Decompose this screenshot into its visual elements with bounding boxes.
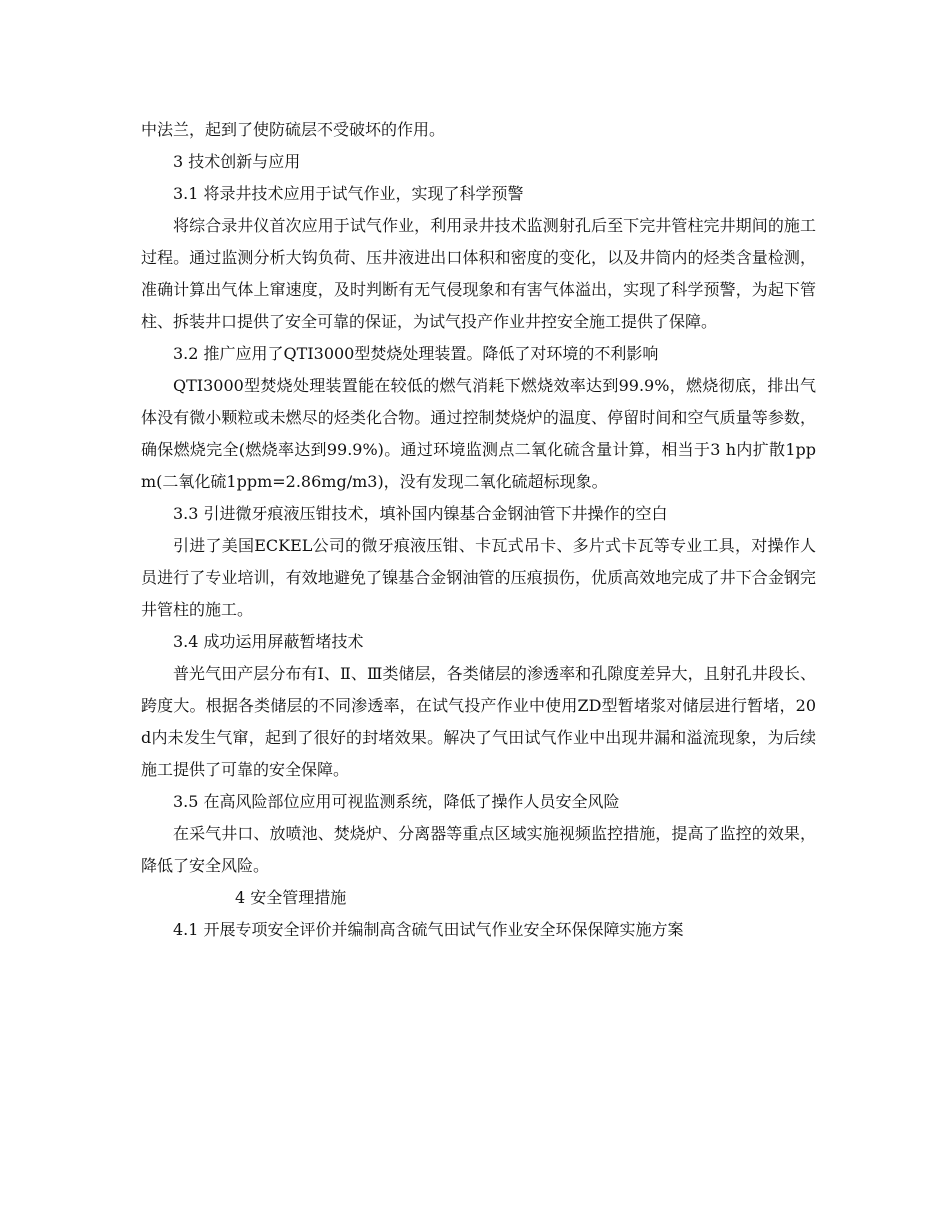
- paragraph-continuation: 中法兰，起到了使防硫层不受破坏的作用。: [141, 120, 446, 139]
- paragraph-3-1-body: 将综合录井仪首次应用于试气作业，利用录井技术监测射孔后至下完井管柱完井期间的施工过程。通过监测分析大钩负荷、压井液进出口体积和密度的变化，以及井筒内的烃类含量检测，准确计算出气体上窜速度，及时判断有无气侵现象和有害气体溢出，实现了科学预警，为起下管柱、拆装井口提供了安全可靠的保证，为试气投产作业井控安全施工提供了保障。: [141, 216, 816, 331]
- subsection-heading-3-3: 3.3 引进微牙痕液压钳技术，填补国内镍基合金钢油管下井操作的空白: [173, 504, 668, 523]
- paragraph-3-4-body: 普光气田产层分布有Ⅰ、Ⅱ、Ⅲ类储层，各类储层的渗透率和孔隙度差异大，且射孔井段长、跨度大。根据各类储层的不同渗透率，在试气投产作业中使用ZD型暂堵浆对储层进行暂堵，20d内未发生气窜，起到了很好的封堵效果。解决了气田试气作业中出现井漏和溢流现象，为后续施工提供了可靠的安全保障。: [141, 664, 816, 779]
- subsection-heading-4-1: 4.1 开展专项安全评价并编制高含硫气田试气作业安全环保保障实施方案: [173, 920, 684, 939]
- subsection-heading-3-5: 3.5 在高风险部位应用可视监测系统，降低了操作人员安全风险: [173, 792, 620, 811]
- paragraph-3-5-body: 在采气井口、放喷池、焚烧炉、分离器等重点区域实施视频监控措施，提高了监控的效果，降低了安全风险。: [141, 824, 816, 875]
- paragraph-3-3-body: 引进了美国ECKEL公司的微牙痕液压钳、卡瓦式吊卡、多片式卡瓦等专业工具，对操作人员进行了专业培训，有效地避免了镍基合金钢油管的压痕损伤，优质高效地完成了井下合金钢完井管柱的施工。: [141, 536, 816, 619]
- document-body: [141, 114, 816, 946]
- subsection-heading-3-2: 3.2 推广应用了QTI3000型焚烧处理装置。降低了对环境的不利影响: [173, 344, 659, 363]
- paragraph-3-2-body: QTI3000型焚烧处理装置能在较低的燃气消耗下燃烧效率达到99.9%，燃烧彻底，排出气体没有微小颗粒或未燃尽的烃类化合物。通过控制焚烧炉的温度、停留时间和空气质量等参数，确保燃烧完全(燃烧率达到99.9%)。通过环境监测点二氧化硫含量计算，相当于3 h内扩散1ppm(二氧化硫1ppm=2.86mg/m3)，没有发现二氧化硫超标现象。: [141, 376, 816, 491]
- subsection-heading-3-4: 3.4 成功运用屏蔽暂堵技术: [173, 632, 364, 651]
- subsection-heading-3-1: 3.1 将录井技术应用于试气作业，实现了科学预警: [173, 184, 524, 203]
- section-heading-4: 4 安全管理措施: [235, 888, 347, 907]
- section-heading-3: 3 技术创新与应用: [173, 152, 301, 171]
